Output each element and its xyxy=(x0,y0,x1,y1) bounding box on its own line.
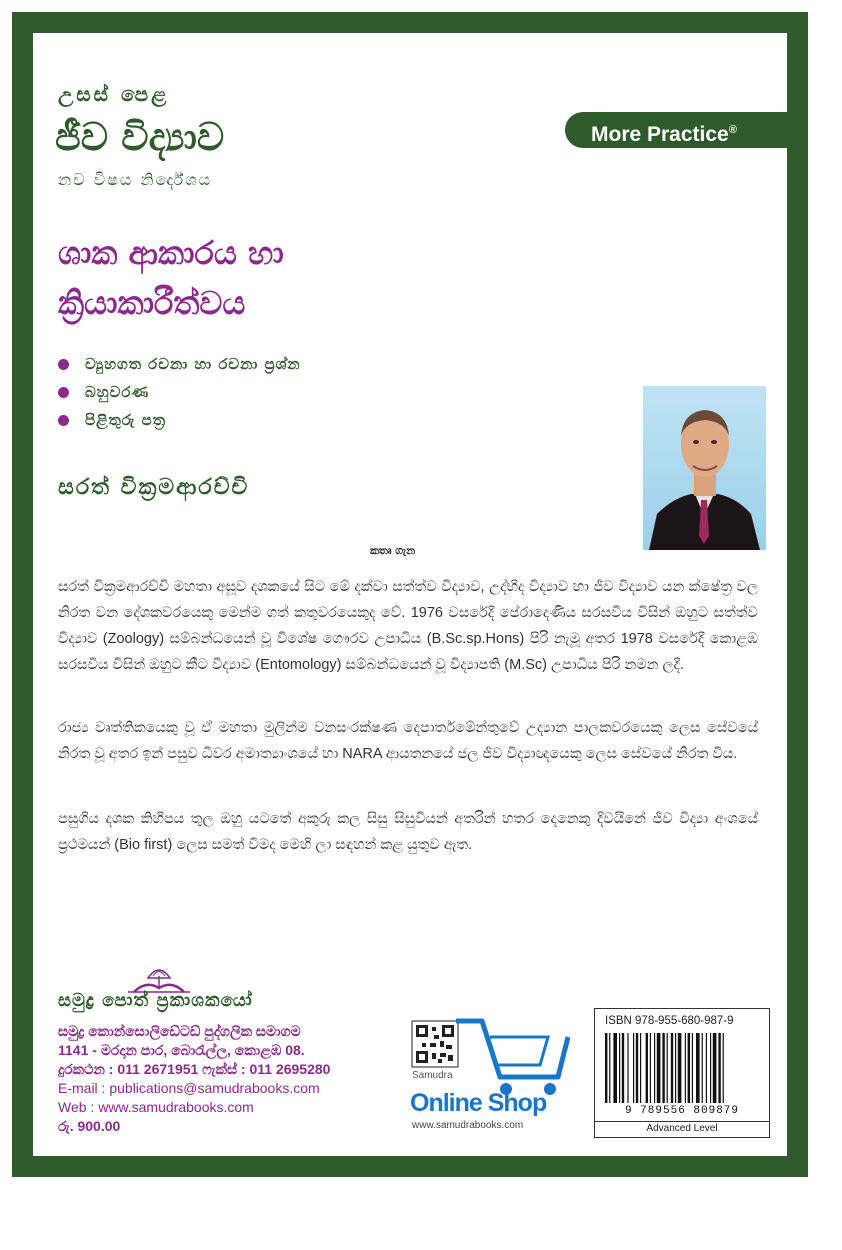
author-photo xyxy=(643,386,766,550)
email: E-mail : publications@samudrabooks.com xyxy=(58,1080,320,1096)
author-name: සරත් වික්‍රමආරච්චි xyxy=(58,475,250,500)
bullet-dot-icon xyxy=(58,415,69,426)
shop-brand-small: Samudra xyxy=(412,1070,453,1081)
publisher-name: සමුද්‍ර පොත් ප්‍රකාශකයෝ xyxy=(58,990,253,1011)
book-title xyxy=(58,228,418,328)
bio-paragraph: රාජ්‍ය වෘත්තිකයෙකු වූ ඒ මහතා මුලින්ම වනසංරක්ෂණ දෙපාර්තමේන්තුවේ උද්‍යාන පාලකවරයෙකු ලෙස සේවයේ නිරත වූ අතර ඉන් පසුව ධීවර අමාත්‍යාංශයේ හා NARA ආයතනයේ ජල ජීව විද්‍යාඥයෙකු ලෙස සේවයේ නිරත විය. xyxy=(58,720,758,762)
subject-title: ජීව විද්‍යාව xyxy=(55,115,225,159)
badge-label: More Practice xyxy=(591,123,729,146)
about-author-heading: කතෘ ගැන xyxy=(370,544,416,557)
more-practice-badge xyxy=(565,112,808,148)
address: 1141 - මරදාන පාර, බොරැල්ල, කොළඹ 08. xyxy=(58,1042,305,1058)
bio-paragraph: පසුගිය දශක කිහිපය තුල ඔහු යටතේ අකුරු කල සිසු සිසුවියන් අතරින් හතර දෙනෙකු දිවයිනේ ජීව විද්‍යා අංශයේ ප්‍රථමයන් (Bio first) ලෙස සමත් වීමද මෙහි ලා සඳහන් කළ යුතුව ඇත. xyxy=(58,811,758,853)
company-name: සමුද්‍ර කොන්සොලිඩේටඩ් පුද්ගලික සමාගම xyxy=(58,1023,301,1039)
bullet-dot-icon xyxy=(58,359,69,370)
level-label: Advanced Level xyxy=(595,1121,769,1134)
barcode-icon xyxy=(605,1033,761,1105)
online-shop-logo xyxy=(408,1015,573,1145)
list-item: ව්‍යුහගත රචනා හා රචනා ප්‍රශ්න xyxy=(58,355,301,373)
registered-mark: ® xyxy=(728,124,737,136)
publisher-contact xyxy=(58,1022,330,1136)
syllabus-label: නව විෂය නිර්දේශය xyxy=(58,170,213,189)
phone-fax: දුරකථන : 011 2671951 ෆැක්ස් : 011 2695280 xyxy=(58,1061,331,1077)
level-title: උසස් පෙළ xyxy=(58,82,170,106)
shop-url: www.samudrabooks.com xyxy=(412,1120,524,1131)
isbn-label: ISBN 978-955-680-987-9 xyxy=(605,1015,734,1027)
list-item: බහුවරණ xyxy=(58,383,301,401)
author-portrait-icon xyxy=(643,386,766,550)
book-title-line1: ශාක ආකාරය හා xyxy=(58,234,284,272)
isbn-barcode-box xyxy=(594,1008,770,1138)
shop-brand: Online Shop xyxy=(410,1089,547,1117)
bio-paragraph: සරත් වික්‍රමආරච්චි මහතා අසූව දශකයේ සිට මේ දක්වා සත්ත්ව විද්‍යාව, උද්භිද විද්‍යාව හා ජීව විද්‍යාව යන ක්ෂේත්‍ර වල නිරත වන දේශකවරයෙකු මෙන්ම ගත් කතුවරයෙකුද වේ. 1976 වසරේදී පේරාදෙණිය සරසවිය විසින් ඔහුට සත්ත්ව විද්‍යාව (Zoology) සම්බන්ධයෙන් වූ විශේෂ ගෞරව උපාධිය (B.Sc.sp.Hons) පිරි නැමූ අතර 1978 වසරේදී කොළඹ සරසවිය විසින් ඔහුට කීට විද්‍යාව (Entomology) සම්බන්ධයෙන් වූ විද්‍යාපති (M.Sc) උපාධිය පිරි නමන ලදී. xyxy=(58,579,758,673)
price: රු. 900.00 xyxy=(58,1118,121,1134)
list-item: පිළිතුරු පත්‍ර xyxy=(58,411,301,429)
bullet-dot-icon xyxy=(58,387,69,398)
web: Web : www.samudrabooks.com xyxy=(58,1099,254,1115)
isbn-digits: 9 789556 809879 xyxy=(624,1105,740,1117)
book-title-line2: ක්‍රියාකාරීත්වය xyxy=(58,284,246,322)
contents-list xyxy=(58,355,301,439)
